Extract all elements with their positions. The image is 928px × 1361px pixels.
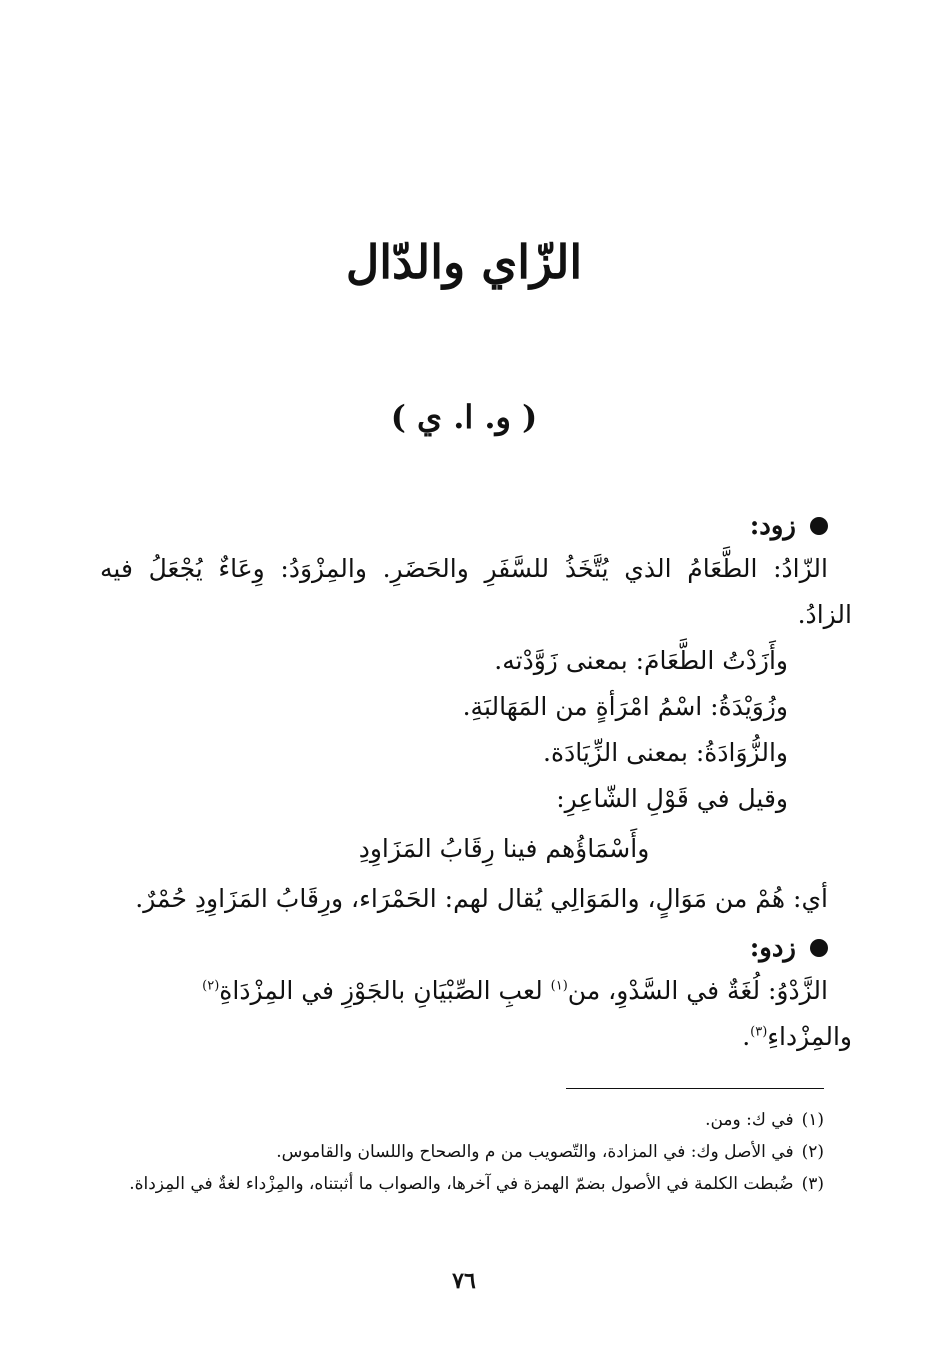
entry-text: .: [742, 1022, 751, 1051]
footnote-divider: [566, 1088, 824, 1089]
footnote-text: ضُبطت الكلمة في الأصول بضمّ الهمزة في آخرها، والصواب ما أثبتناه، والمِزْداء لغةٌ في المِزداة.: [129, 1174, 794, 1194]
footnote-text: في ك: ومن.: [705, 1110, 794, 1130]
bullet-icon: [810, 517, 828, 535]
entry-line: والزُّوَادَةُ: بمعنى الزِّيَادَة.: [543, 738, 788, 767]
footnote-item: [100, 1136, 824, 1168]
footnote-text: في الأصل وك: في المزادة، والتّصويب من م والصحاح واللسان والقاموس.: [276, 1142, 794, 1162]
footnote-number: (٢): [801, 1142, 824, 1162]
headword-text: زدو:: [749, 933, 796, 963]
footnote-marker: (١): [550, 978, 568, 994]
entry-text: الزَّدْوُ: لُغَةٌ في السَّدْوِ، من: [567, 976, 828, 1005]
chapter-title: الزّاي والدّال: [345, 235, 583, 289]
entry-line: وأَزَدْتُ الطَّعَامَ: بمعنى زَوَّدْته.: [494, 646, 788, 675]
footnote-marker: (٢): [202, 978, 220, 994]
footnote-number: (١): [801, 1110, 824, 1130]
entry-line: الزّادُ: الطَّعَامُ الذي يُتَّخَذُ للسَّفَرِ والحَضَرِ. والمِزْوَدُ: وِعَاءٌ يُجْعَلُ فيه: [100, 554, 828, 583]
footnote-marker: (٣): [750, 1024, 768, 1040]
entry-line: [100, 968, 828, 1014]
dictionary-entries: [100, 506, 852, 1060]
entry-line: [100, 1014, 852, 1060]
entry-gloss: أي: هُمْ من مَوَالٍ، والمَوَالِي يُقال لهم: الحَمْرَاء، ورِقَابُ المَزَاوِدِ حُمْرٌ.: [135, 884, 828, 913]
entry-line: وقيل في قَوْلِ الشّاعِرِ:: [556, 784, 788, 813]
headword-text: زود:: [749, 511, 796, 541]
entry-line: وزُوَيْدَةُ: اسْمُ امْرَأةٍ من المَهَالبَةِ.: [462, 692, 788, 721]
entry-headword-zwd: [100, 506, 828, 546]
entry-text: والمِزْداءِ: [767, 1022, 852, 1051]
footnote-item: [100, 1104, 824, 1136]
entry-text: لعبِ الصِّبْيَانِ بالجَوْزِ في المِزْدَاةِ: [219, 976, 551, 1005]
entry-headword-zdw: [100, 928, 828, 968]
footnote-item: [100, 1168, 824, 1200]
footnotes: [100, 1104, 824, 1200]
page-number: ٧٦: [452, 1268, 476, 1294]
footnote-number: (٣): [801, 1174, 824, 1194]
poetry-verse: وأَسْمَاؤُهم فينا رِقَابُ المَزَاوِدِ: [358, 834, 650, 863]
root-heading: ( و. ا. ي ): [390, 398, 538, 436]
entry-line: الزادُ.: [797, 600, 852, 629]
bullet-icon: [810, 939, 828, 957]
